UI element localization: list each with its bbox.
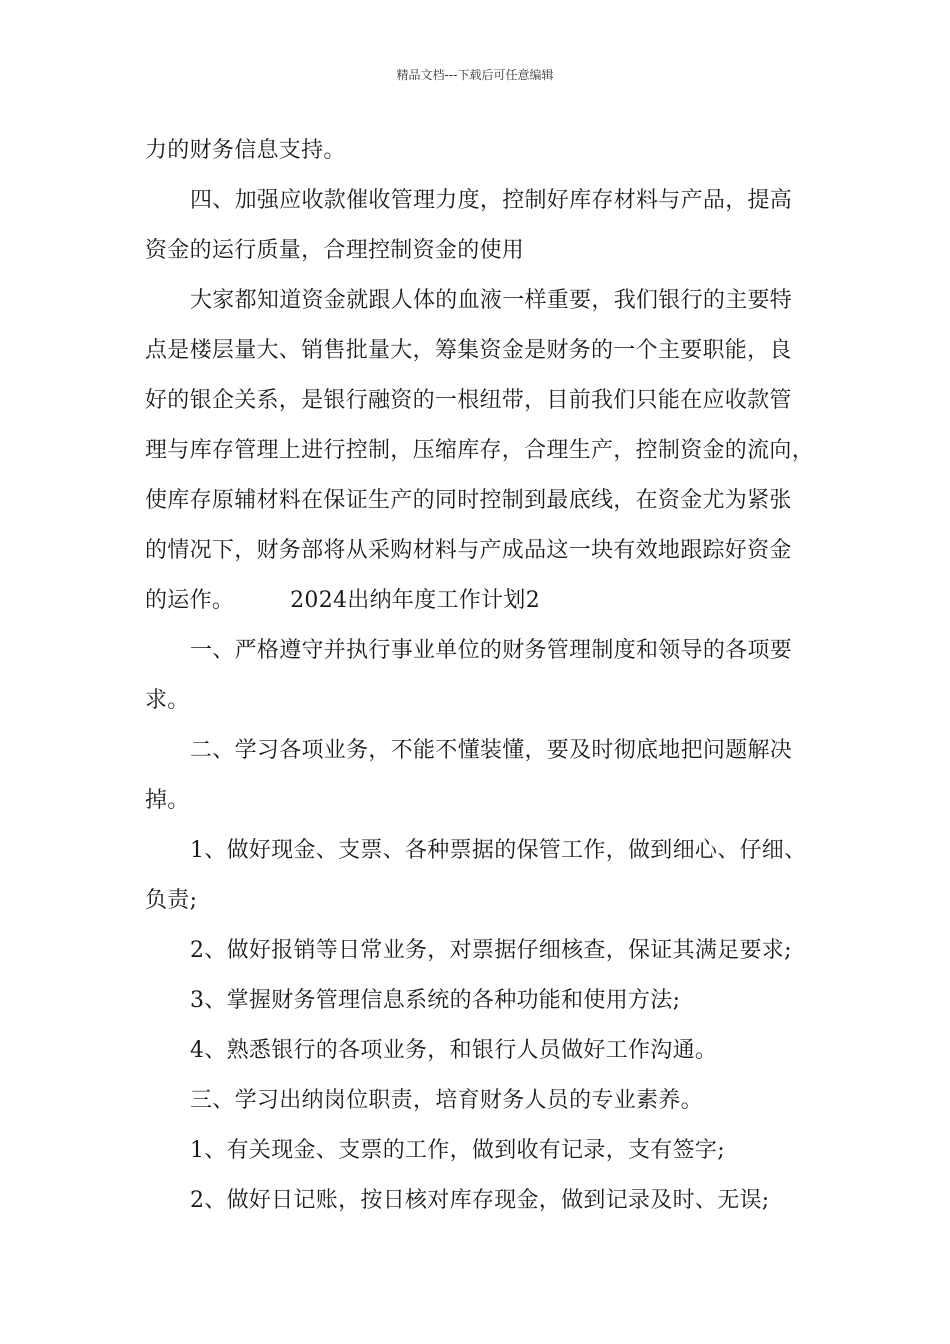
- list-item: 1、有关现金、支票的工作，做到收有记录，支有签字;: [190, 1138, 725, 1163]
- list-item: 3、掌握财务管理信息系统的各种功能和使用方法;: [190, 988, 681, 1013]
- text-line: 好的银企关系，是银行融资的一根纽带，目前我们只能在应收款管: [145, 388, 792, 413]
- text-line: 负责;: [145, 888, 198, 913]
- list-item: 1、做好现金、支票、各种票据的保管工作，做到细心、仔细、: [190, 838, 807, 863]
- list-item: 2、做好日记账，按日核对库存现金，做到记录及时、无误;: [190, 1188, 770, 1213]
- section-heading: 三、学习出纳岗位职责，培育财务人员的专业素养。: [190, 1088, 703, 1113]
- section-heading: 四、加强应收款催收管理力度，控制好库存材料与产品，提高: [190, 188, 793, 213]
- text-line: 力的财务信息支持。: [145, 138, 346, 163]
- page-header: 精品文档---下载后可任意编辑: [396, 68, 554, 82]
- section-heading: 一、严格遵守并执行事业单位的财务管理制度和领导的各项要: [190, 638, 793, 663]
- text-line: 理与库存管理上进行控制，压缩库存，合理生产，控制资金的流向，: [145, 438, 815, 463]
- text-line: 资金的运行质量，合理控制资金的使用: [145, 238, 525, 263]
- text-line: 求。: [145, 688, 190, 713]
- text-line: 的情况下，财务部将从采购材料与产成品这一块有效地跟踪好资金: [145, 538, 792, 563]
- text-line: 的运作。 2024出纳年度工作计划2: [145, 588, 540, 613]
- text-line: 掉。: [145, 788, 190, 813]
- paragraph-start: 大家都知道资金就跟人体的血液一样重要，我们银行的主要特: [190, 288, 793, 313]
- text-line: 点是楼层量大、销售批量大，筹集资金是财务的一个主要职能，良: [145, 338, 792, 363]
- list-item: 4、熟悉银行的各项业务，和银行人员做好工作沟通。: [190, 1038, 718, 1063]
- list-item: 2、做好报销等日常业务，对票据仔细核查，保证其满足要求;: [190, 938, 792, 963]
- section-heading: 二、学习各项业务，不能不懂装懂，要及时彻底地把问题解决: [190, 738, 793, 763]
- text-line: 使库存原辅材料在保证生产的同时控制到最底线，在资金尤为紧张: [145, 488, 792, 513]
